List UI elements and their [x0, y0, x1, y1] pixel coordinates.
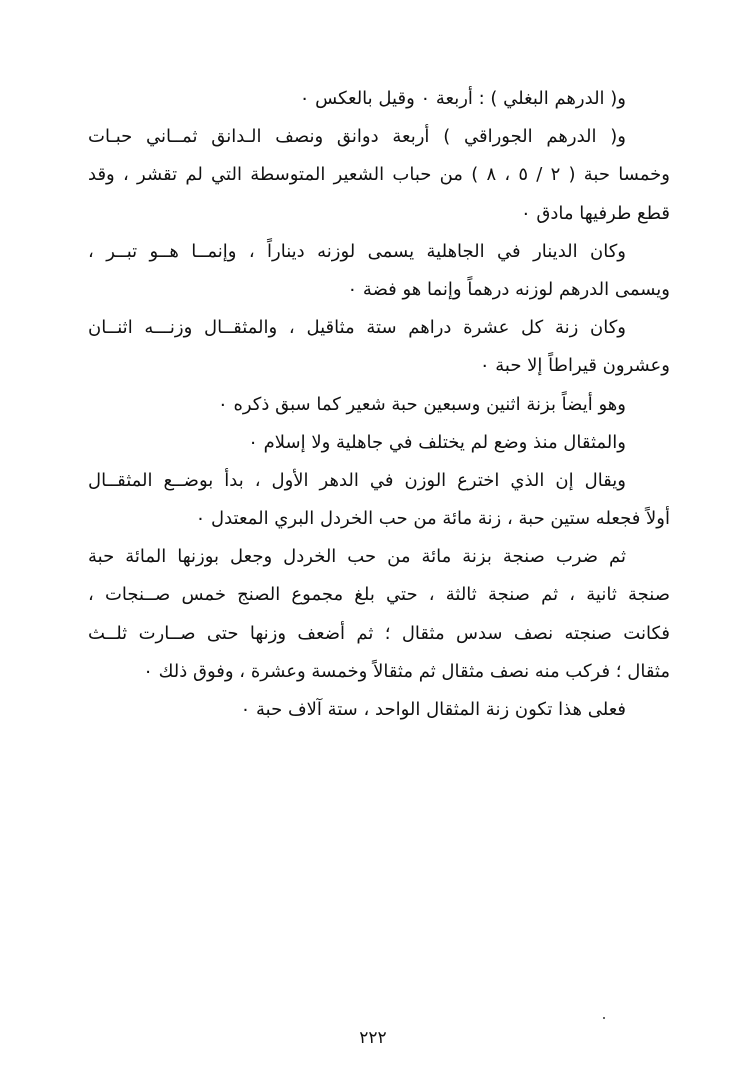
text-line: وعشرون قيراطاً إلا حبة ٠	[479, 355, 670, 377]
text-line: ويقال إن الذي اخترع الوزن في الدهر الأول ، بدأ بوضــع المثقــال	[88, 469, 626, 491]
text-line: ويسمى الدرهم لوزنه درهماً وإنما هو فضة ٠	[347, 278, 670, 300]
body-text	[88, 80, 670, 729]
text-line: وخمسا حبة ( ٢ / ٥ ، ٨ ) من حباب الشعير المتوسطة التي لم تقشر ، وقد	[88, 164, 670, 186]
text-line: وكان الدينار في الجاهلية يسمى لوزنه ديناراً ، وإنمــا هــو تبــر ،	[88, 240, 626, 262]
text-line: فكانت صنجته نصف سدس مثقال ؛ ثم أضعف وزنها حتى صــارت ثلــث	[88, 622, 670, 644]
text-line: مثقال ؛ فركب منه نصف مثقال ثم مثقالاً وخمسة وعشرة ، وفوق ذلك ٠	[143, 660, 670, 682]
text-line: وهو أيضاً بزنة اثنين وسبعين حبة شعير كما سبق ذكره ٠	[218, 393, 626, 415]
text-line: فعلى هذا تكون زنة المثقال الواحد ، ستة آلاف حبة ٠	[240, 699, 626, 720]
text-line: صنجة ثانية ، ثم صنجة ثالثة ، حتي بلغ مجموع الصنج خمس صــنجات ،	[88, 584, 670, 606]
text-line: و( الدرهم الجوراقي ) أربعة دوانق ونصف الـدانق ثمــاني حبـات	[88, 126, 626, 148]
text-line: أولاً فجعله ستين حبة ، زنة مائة من حب الخردل البري المعتدل ٠	[195, 508, 670, 530]
text-line: وكان زنة كل عشرة دراهم ستة مثاقيل ، والمثقــال وزنـــه اثنــان	[88, 317, 626, 339]
text-line: قطع طرفيها مادق ٠	[521, 202, 670, 224]
scan-speck	[603, 1017, 605, 1019]
text-line: ثم ضرب صنجة بزنة مائة من حب الخردل وجعل بوزنها المائة حبة	[88, 546, 626, 568]
page-number: ٢٢٢	[359, 1028, 387, 1048]
text-line: والمثقال منذ وضع لم يختلف في جاهلية ولا إسلام ٠	[248, 431, 626, 453]
text-line: و( الدرهم البغلي ) : أربعة ٠ وقيل بالعكس ٠	[299, 88, 626, 109]
